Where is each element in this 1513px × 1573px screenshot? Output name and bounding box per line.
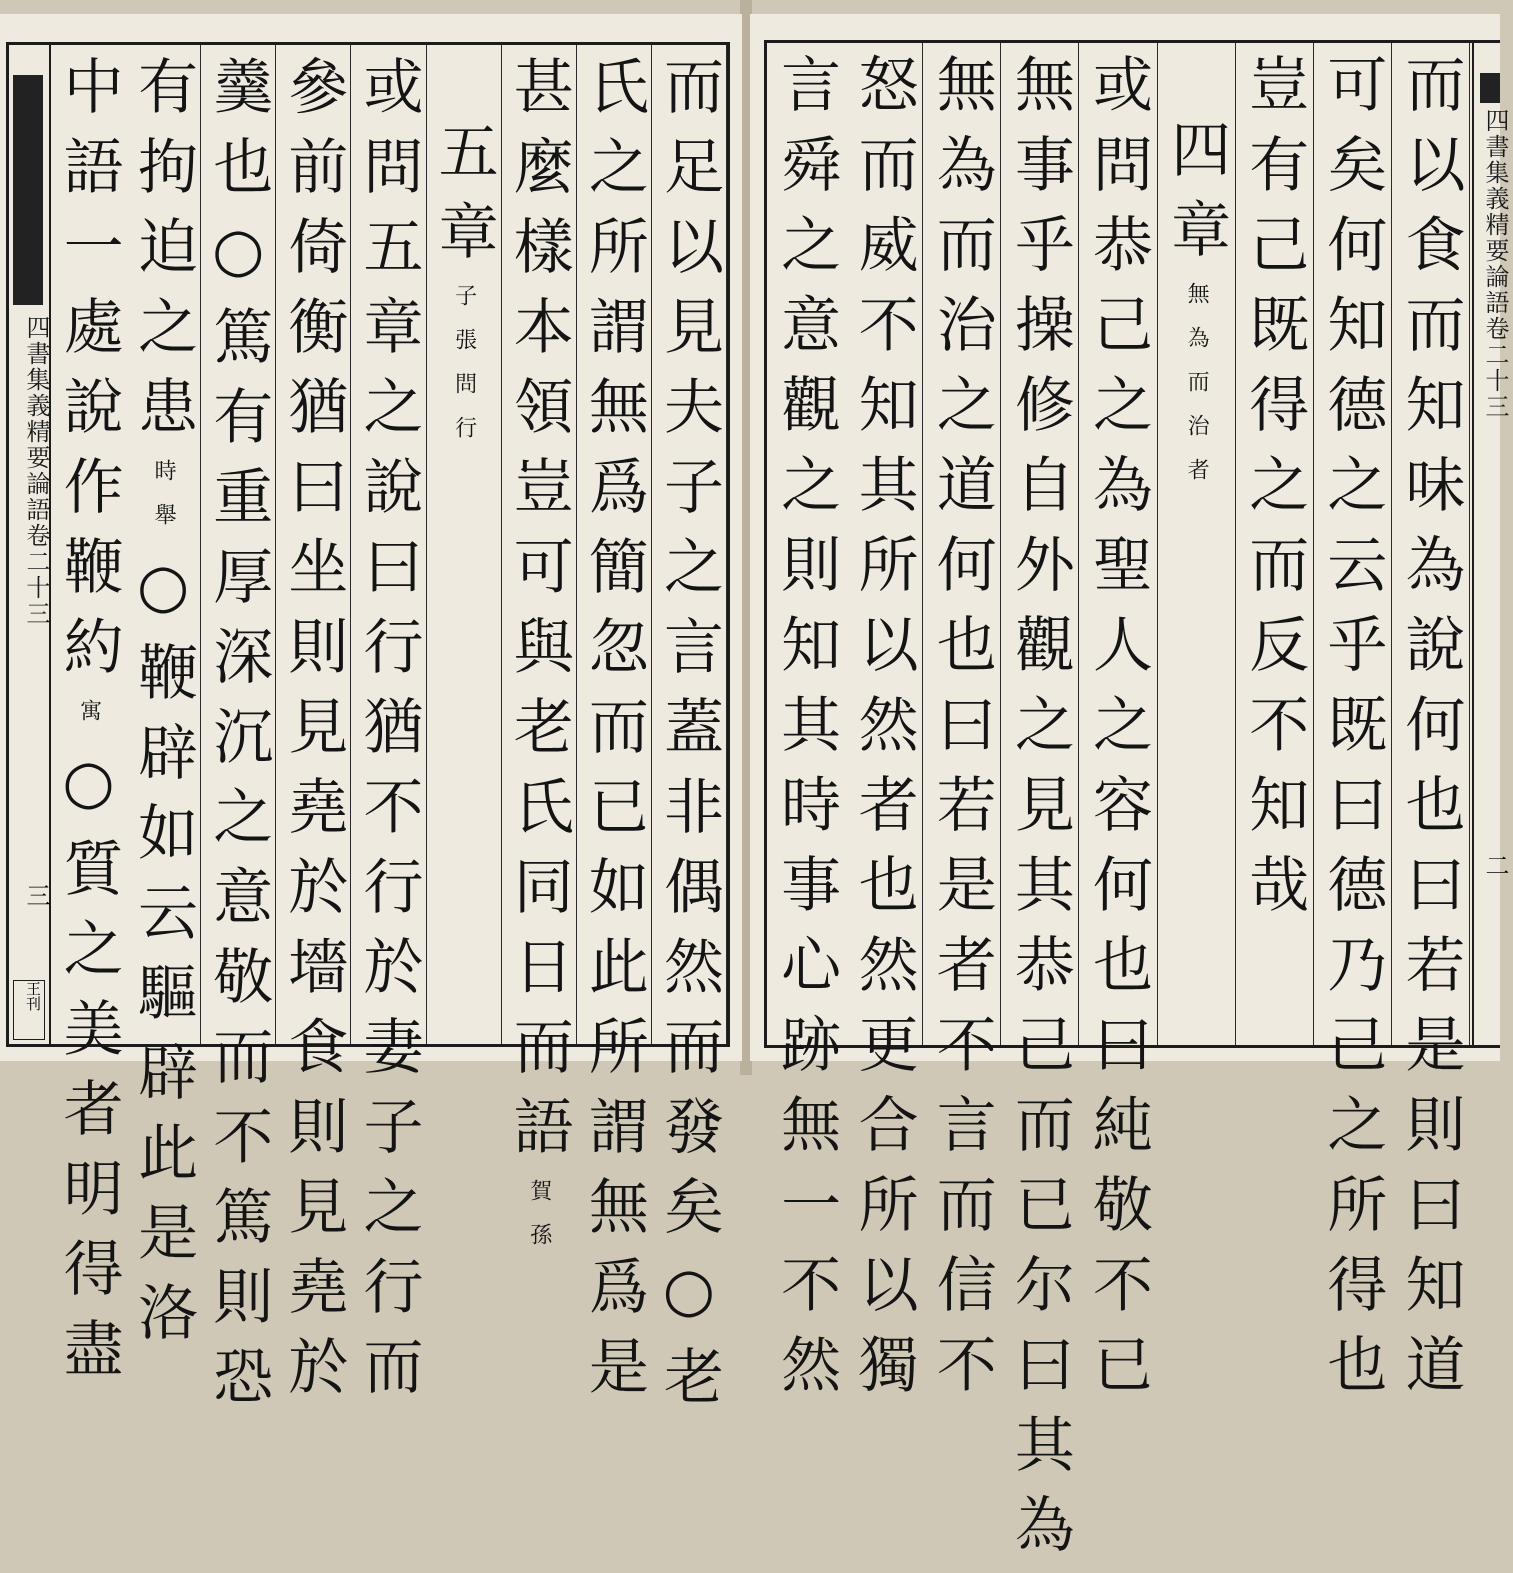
text-column bbox=[1158, 43, 1236, 1045]
column-text: 或問恭己之為聖人之容何也曰純敬不已 bbox=[1083, 53, 1153, 1413]
left-text-columns bbox=[51, 45, 727, 1425]
column-text: 或問五章之說曰行猶不行於妻子之行而 bbox=[353, 55, 424, 1415]
fish-tail-mark bbox=[1480, 73, 1500, 103]
text-column bbox=[845, 43, 923, 1413]
margin-title: 四書集義精要論語卷二十三 bbox=[22, 315, 50, 627]
text-column bbox=[351, 45, 426, 1415]
chapter-heading: 五章 bbox=[428, 120, 499, 280]
column-text: 中語一處說作鞭約 bbox=[53, 55, 124, 695]
column-text: 言舜之意觀之則知其時事心跡無一不然 bbox=[771, 53, 842, 1413]
column-text: 可矣何知德之云乎既曰德乃己之所得也 bbox=[1317, 53, 1388, 1413]
column-text-continued: ○鞭辟如云驅辟此是洛 bbox=[128, 551, 199, 1361]
annotation-small-text: 時舉 bbox=[151, 459, 177, 547]
text-column bbox=[767, 43, 845, 1413]
publisher-mark: 王刊 bbox=[13, 980, 45, 1040]
column-text: 怒而威不知其所以然者也然更合所以獨 bbox=[848, 53, 919, 1413]
text-column bbox=[126, 45, 201, 1361]
column-text: 無事乎操修自外觀之見其恭己而已尔曰其為 bbox=[1004, 53, 1075, 1573]
text-column bbox=[1001, 43, 1079, 1573]
left-page-frame bbox=[6, 42, 730, 1425]
text-column bbox=[1314, 43, 1392, 1413]
text-column bbox=[923, 43, 1001, 1413]
column-text: 甚麼樣本領豈可與老氏同日而語 bbox=[503, 55, 574, 1175]
text-column bbox=[502, 45, 577, 1267]
annotation-small-text: 寓 bbox=[76, 699, 102, 743]
text-column bbox=[1079, 43, 1157, 1413]
text-column bbox=[427, 45, 502, 1044]
chapter-heading: 四章 bbox=[1161, 118, 1232, 278]
annotation-small-text: 無為而治者 bbox=[1184, 282, 1210, 502]
left-margin-strip bbox=[9, 45, 51, 1044]
text-column bbox=[276, 45, 351, 1415]
margin-title: 四書集義精要論語卷二十三 bbox=[1481, 108, 1509, 420]
column-text-continued: ○質之美者明得盡 bbox=[53, 747, 124, 1397]
column-text: 有拘迫之患 bbox=[128, 55, 199, 455]
text-column bbox=[201, 45, 276, 1425]
left-page bbox=[0, 14, 742, 1425]
right-page bbox=[750, 14, 1509, 1573]
page-number: 三 bbox=[22, 883, 50, 907]
right-margin-strip bbox=[1472, 43, 1509, 1045]
column-text: 無為而治之道何也曰若是者不言而信不 bbox=[926, 53, 997, 1413]
right-page-frame bbox=[764, 40, 1509, 1573]
annotation-small-text: 子張問行 bbox=[451, 284, 477, 460]
text-column bbox=[577, 45, 652, 1415]
column-text: 參前倚衡猶曰坐則見堯於墻食則見堯於 bbox=[278, 55, 349, 1415]
text-column bbox=[51, 45, 126, 1397]
fish-tail-mark bbox=[13, 75, 43, 305]
text-column bbox=[1392, 43, 1470, 1413]
annotation-small-text: 賀孫 bbox=[526, 1179, 552, 1267]
column-text: 氏之所謂無爲簡忽而已如此所謂無爲是 bbox=[578, 55, 649, 1415]
text-column bbox=[652, 45, 727, 1425]
right-text-columns bbox=[767, 43, 1470, 1573]
column-text: 而足以見夫子之言蓋非偶然而發矣○老 bbox=[653, 55, 724, 1425]
text-column bbox=[1236, 43, 1314, 1045]
page-number: 二 bbox=[1481, 853, 1509, 877]
column-text: 而以食而知味為說何也曰若是則曰知道 bbox=[1395, 53, 1466, 1413]
column-text: 羹也○篤有重厚深沉之意敬而不篤則恐 bbox=[203, 55, 274, 1425]
column-text: 豈有己既得之而反不知哉 bbox=[1239, 53, 1310, 933]
